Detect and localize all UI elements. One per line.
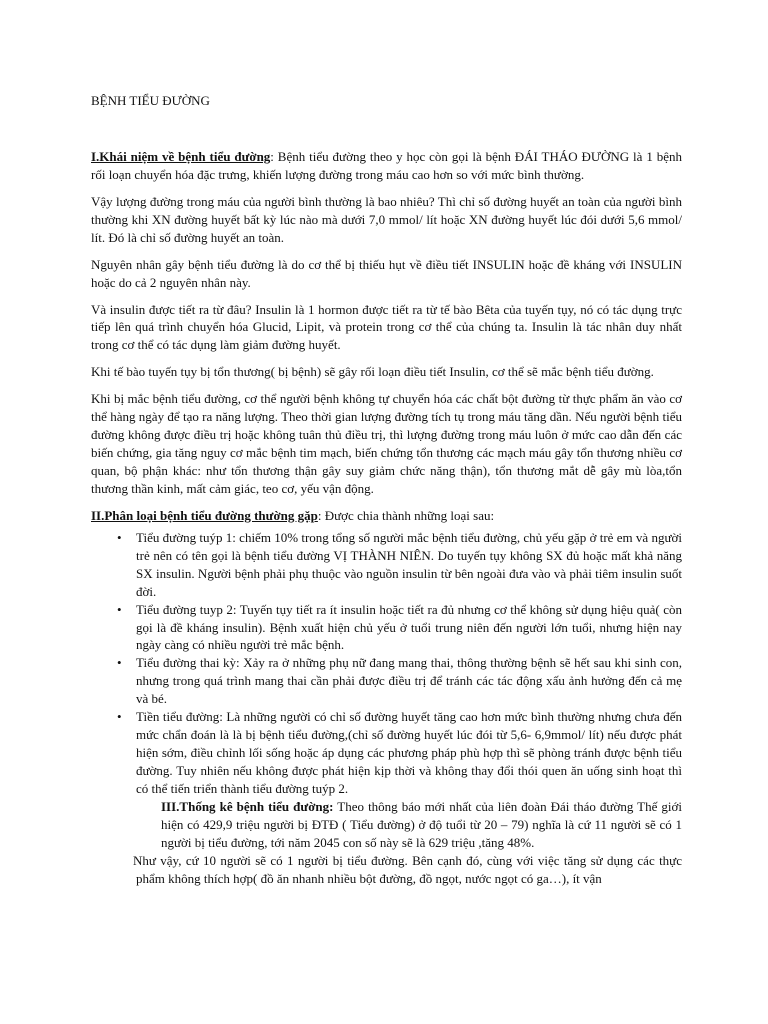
section-2-intro: : Được chia thành những loại sau: [317,507,495,523]
diabetes-types-list [91,529,682,798]
list-item-type-1: • Tiểu đường tuýp 1: chiếm 10% trong tổng số người mắc bệnh tiểu đường, chủ yếu gặp ở trẻ em và người trẻ nên có tên gọi là bệnh tiểu đường VỊ THÀNH NIÊN. Do tuyến tụy không SX đủ hoặc mất khả năng SX insulin. Người bệnh phải phụ thuộc vào nguồn insulin từ bên ngoài đưa vào và phải tiêm insulin suốt đời. [136,529,682,601]
paragraph-pancreas-damage: Khi tế bào tuyến tụy bị tổn thương( bị bệnh) sẽ gây rối loạn điều tiết Insulin, cơ thể sẽ mắc bệnh tiểu đường. [91,364,654,380]
section-1-intro: : Bệnh tiểu đường theo y học còn gọi là bệnh ĐÁI THÁO ĐƯỜNG là 1 bệnh rối loạn chuyển hóa đặc trưng, khiến lượng đường trong máu cao hơn so với mức bình thường. [91,148,682,182]
list-item-type-2: • Tiểu đường tuyp 2: Tuyến tụy tiết ra ít insulin hoặc tiết ra đủ nhưng cơ thể không sử dụng hiệu quả( còn gọi là đề kháng insulin). Bệnh xuất hiện chủ yếu ở tuổi trung niên đến người lớn tuổi, nhưng hiện nay ngày càng có nhiều người trẻ mắc bệnh. [136,601,682,655]
list-item-prediabetes: • Tiền tiểu đường: Là những người có chỉ số đường huyết tăng cao hơn mức bình thường nhưng chưa đến mức chẩn đoán là là bị bệnh tiểu đường,(chỉ số đường huyết lúc đói từ 5,6- 6,9mmol/ lít) nếu được phát hiện sớm, điều chỉnh lối sống hoặc áp dụng các phương pháp phù hợp thì sẽ phòng tránh được bệnh tiểu đường. Tuy nhiên nếu không được phát hiện kịp thời và không thay đổi thói quen ăn uống sinh hoạt thì có thể tiến triển thành tiểu đường tuýp 2. [136,708,682,798]
section-1-heading: I.Khái niệm về bệnh tiểu đường [91,148,271,164]
paragraph-cause: Nguyên nhân gây bệnh tiểu đường là do cơ thể bị thiếu hụt về điều tiết INSULIN hoặc đề kháng với INSULIN hoặc do cả 2 nguyên nhân này. [91,256,682,290]
section-2-heading: II.Phân loại bệnh tiểu đường thường gặp [91,507,318,523]
section-2-paragraph [91,507,682,525]
paragraph-insulin-source: Và insulin được tiết ra từ đâu? Insulin là 1 hormon được tiết ra từ tế bào Bêta của tuyến tụy, nó có tác dụng trực tiếp lên quá trình chuyển hóa Glucid, Lipit, và protein trong cơ thể của chúng ta. Insulin là tác nhân duy nhất trong cơ thể có tác dụng làm giảm đường huyết. [91,301,682,353]
section-1-paragraph [91,148,682,184]
section-3-text: Theo thông báo mới nhất của liên đoàn Đái tháo đường Thế giới hiện có 429,9 triệu người bị ĐTĐ ( Tiểu đường) ở độ tuổi từ 20 – 79) nghĩa là cứ 11 người sẽ có 1 người bị tiểu đường, tới năm 2045 con số này sẽ là 629 triệu ,tăng 48%. [161,798,683,850]
paragraph-normal-glucose: Vậy lượng đường trong máu của người bình thường là bao nhiêu? Thì chỉ số đường huyết an toàn của người bình thường khi XN đường huyết bất kỳ lúc nào mà dưới 7,0 mmol/ lít hoặc XN đường huyết lúc đói dưới 5,6 mmol/ lít. Đó là chỉ số đường huyết an toàn. [91,193,682,245]
section-3-paragraph [161,798,682,852]
paragraph-complications: Khi bị mắc bệnh tiểu đường, cơ thể người bệnh không tự chuyển hóa các chất bột đường từ thực phẩm ăn vào cơ thể hàng ngày để tạo ra năng lượng. Theo thời gian lượng đường tích tụ trong máu tăng dần. Nếu người bệnh tiểu đường không được điều trị hoặc không tuân thủ điều trị, thì lượng đường trong máu luôn ở mức cao dẫn đến các biến chứng, gia tăng nguy cơ mắc bệnh tim mạch, biến chứng tổn thương các mạch máu gây tổn thương nhiều cơ quan, bộ phận khác: như tổn thương thận gây suy giảm chức năng thận), tổn thương mắt dễ gây mù lòa,tổn thương thần kinh, mất cảm giác, teo cơ, yếu vận động. [91,391,682,496]
section-3-heading: III.Thống kê bệnh tiểu đường: [161,798,334,814]
list-item-gestational: • Tiểu đường thai kỳ: Xảy ra ở những phụ nữ đang mang thai, thông thường bệnh sẽ hết sau khi sinh con, nhưng trong quá trình mang thai cần phải được điều trị để tránh các tác động xấu ảnh hưởng đến cả mẹ và bé. [136,654,682,708]
document-title: BỆNH TIỂU ĐƯỜNG [91,93,210,108]
section-3-continuation: Như vậy, cứ 10 người sẽ có 1 người bị tiểu đường. Bên cạnh đó, cùng với việc tăng sử dụng các thực phẩm không thích hợp( đồ ăn nhanh nhiều bột đường, đồ ngọt, nước ngọt có ga…), ít vận [133,852,682,886]
